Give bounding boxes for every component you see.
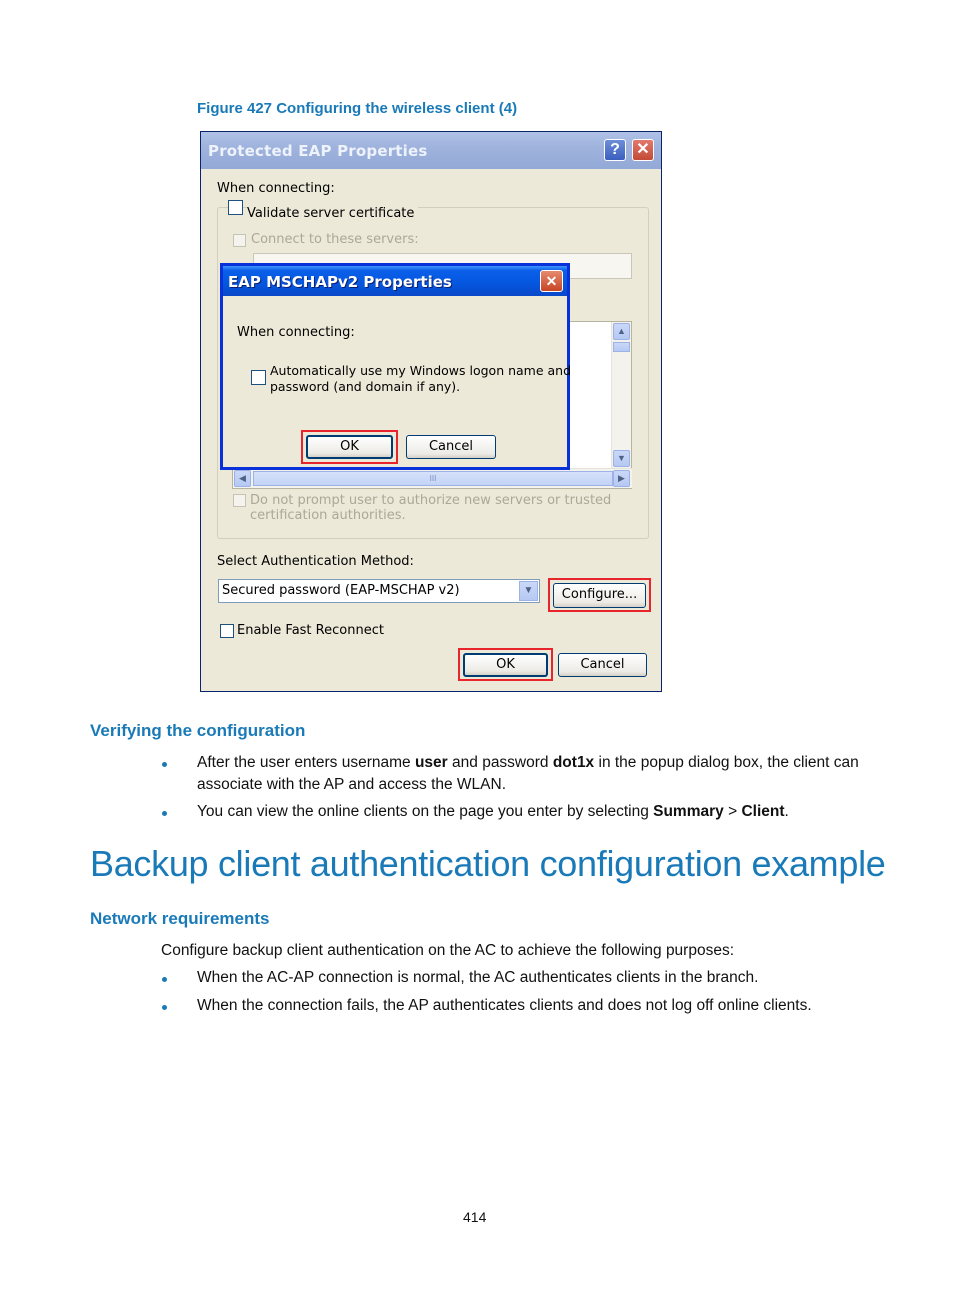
vertical-scrollbar[interactable] xyxy=(611,322,631,470)
scroll-up-icon[interactable]: ▲ xyxy=(613,323,630,340)
close-icon[interactable]: ✕ xyxy=(632,139,654,161)
mschap-ok-button[interactable]: OK xyxy=(306,435,393,459)
client-menu-ref: Client xyxy=(741,803,785,820)
when-connecting-label: When connecting: xyxy=(217,181,335,196)
summary-menu-ref: Summary xyxy=(653,803,724,820)
peap-ok-button[interactable]: OK xyxy=(463,653,548,677)
connect-servers-checkbox[interactable] xyxy=(233,234,246,247)
scroll-right-icon[interactable]: ▶ xyxy=(613,470,630,487)
scroll-left-icon[interactable]: ◀ xyxy=(234,470,251,487)
close-icon[interactable]: ✕ xyxy=(540,270,563,292)
page-number: 414 xyxy=(463,1209,487,1225)
validate-cert-label: Validate server certificate xyxy=(247,206,418,221)
network-requirements-heading: Network requirements xyxy=(90,909,270,928)
username-value: user xyxy=(414,754,448,771)
connect-servers-label: Connect to these servers: xyxy=(251,232,419,247)
verifying-bullet1-line2: associate with the AP and access the WLAN. xyxy=(197,776,507,793)
text-run: You can view the online clients on the page you enter by selecting xyxy=(197,803,654,820)
scroll-hthumb[interactable]: III xyxy=(253,471,613,486)
scroll-down-icon[interactable]: ▼ xyxy=(613,450,630,467)
bullet-icon xyxy=(162,1005,167,1010)
help-icon[interactable]: ? xyxy=(604,139,626,161)
password-value: dot1x xyxy=(552,754,595,771)
peap-titlebar xyxy=(201,132,661,169)
verifying-heading: Verifying the configuration xyxy=(90,721,306,740)
auto-logon-label-line2: password (and domain if any). xyxy=(270,379,461,394)
network-bullet2: When the connection fails, the AP authenticates clients and does not log off online clients. xyxy=(197,997,812,1014)
mschap-when-connecting-label: When connecting: xyxy=(237,325,355,340)
mschap-titlebar xyxy=(223,266,567,296)
fast-reconnect-checkbox[interactable] xyxy=(220,624,234,638)
figure-caption: Figure 427 Configuring the wireless client (4) xyxy=(197,100,518,117)
text-run: and password xyxy=(447,754,553,771)
verifying-bullet2 xyxy=(197,801,789,822)
configure-button[interactable]: Configure... xyxy=(553,583,646,608)
network-bullet1: When the AC-AP connection is normal, the AC authenticates clients in the branch. xyxy=(197,969,759,986)
auth-method-select[interactable] xyxy=(218,579,540,603)
auth-method-label: Select Authentication Method: xyxy=(217,554,414,569)
verifying-bullet1-line1 xyxy=(197,752,877,773)
scroll-thumb[interactable] xyxy=(613,342,630,352)
chevron-down-icon[interactable]: ▼ xyxy=(519,581,538,601)
bullet-icon xyxy=(162,762,167,767)
bullet-icon xyxy=(162,977,167,982)
text-run: in the popup dialog box, the client can xyxy=(594,754,859,771)
auth-method-value: Secured password (EAP-MSCHAP v2) xyxy=(222,583,460,598)
chapter-heading: Backup client authentication configuration example xyxy=(90,843,886,884)
no-prompt-label-line1: Do not prompt user to authorize new servers or trusted xyxy=(250,493,612,508)
mschap-dialog-title: EAP MSCHAPv2 Properties xyxy=(228,273,452,291)
peap-dialog-title: Protected EAP Properties xyxy=(208,142,428,160)
mschap-cancel-button[interactable]: Cancel xyxy=(406,435,496,459)
no-prompt-checkbox[interactable] xyxy=(233,494,246,507)
fast-reconnect-label: Enable Fast Reconnect xyxy=(237,623,384,638)
peap-cancel-button[interactable]: Cancel xyxy=(558,653,647,677)
text-run: > xyxy=(723,803,742,820)
bullet-icon xyxy=(162,811,167,816)
auto-logon-checkbox[interactable] xyxy=(251,370,266,385)
auto-logon-label-line1: Automatically use my Windows logon name and xyxy=(270,363,572,378)
validate-cert-checkbox[interactable] xyxy=(228,200,243,215)
horizontal-scrollbar[interactable] xyxy=(233,468,632,488)
network-intro: Configure backup client authentication on the AC to achieve the following purposes: xyxy=(161,942,735,959)
no-prompt-label-line2: certification authorities. xyxy=(250,508,406,523)
text-run: . xyxy=(784,803,789,820)
mschapv2-properties-dialog xyxy=(220,263,570,470)
text-run: After the user enters username xyxy=(197,754,415,771)
